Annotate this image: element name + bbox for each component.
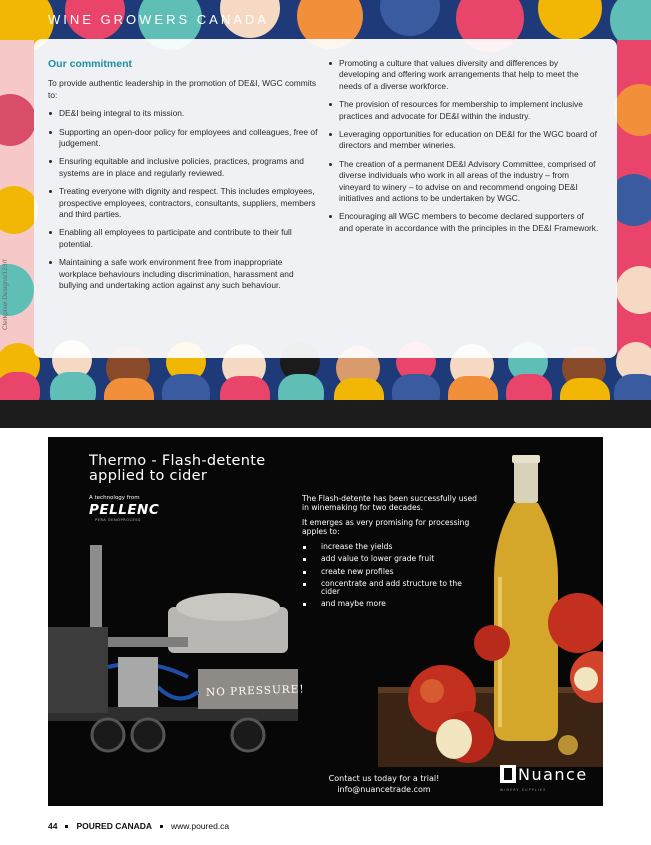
bullet-icon [329,103,332,106]
contact-callout: Contact us today for a trial! [328,774,440,783]
bullet-icon [303,603,306,606]
machine-label: NO PRESSURE! [205,683,305,699]
section-header-title: WINE GROWERS CANADA [48,12,269,27]
commitment-left-list [48,108,320,291]
list-item: The provision of resources for membership to implement inclusive practices and advocate for DE&I within the industry. [328,99,600,122]
list-item: Maintaining a safe work environment free from inappropriate workplace behaviours including discrimination, harassment and bullying and undertaking action against any such behaviour. [48,257,320,291]
pellenc-logo: PELLENC [89,502,160,518]
ad-paragraph: It emerges as very promising for processing apples to: [302,518,470,536]
commitment-intro: To provide authentic leadership in the promotion of DE&I, WGC commits to: [48,78,317,100]
list-item: Encouraging all WGC members to become declared supporters of and operate in accordance with the principles in the DE&I Framework. [328,211,600,234]
pellenc-logo-subtitle: PERA OENOPROCESS [95,518,141,522]
bullet-icon [49,112,52,115]
bullet-icon [303,583,306,586]
bullet-icon [49,131,52,134]
commitment-card [34,39,617,358]
magazine-name: POURED CANADA [76,821,153,831]
bullet-icon [303,571,306,574]
ad-artwork [48,437,603,806]
bullet-icon [329,62,332,65]
list-item: DE&I being integral to its mission. [48,108,320,119]
bullet-icon [329,163,332,166]
list-item: The creation of a permanent DE&I Advisory Committee, comprised of diverse individuals who work in all areas of the industry – from vineyard to winery – to advise on and recommend ongoing DE&I initiatives and actions to be undertaken by WGC. [328,159,600,205]
bullet-icon [49,190,52,193]
list-item: add value to lower grade fruit [302,555,478,564]
nuance-advertisement [48,437,603,806]
bullet-icon [303,558,306,561]
ad-body-text [302,495,478,612]
list-item: Treating everyone with dignity and respect. This includes employees, prospective employees, contractors, consultants, suppliers, members and third parties. [48,186,320,220]
bullet-icon [49,231,52,234]
list-item: increase the yields [302,543,478,552]
contact-email[interactable]: info@nuancetrade.com [337,785,431,794]
bullet-icon [329,133,332,136]
bullet-icon [49,261,52,264]
bullet-icon [49,160,52,163]
hero-illustration [0,0,651,400]
separator-icon [160,825,163,828]
commitment-right-column [328,58,600,241]
commitment-left-column [48,59,320,299]
ad-title: Thermo - Flash-detente applied to cider [89,453,266,484]
bullet-icon [329,215,332,218]
list-item: and maybe more [302,600,478,609]
page-number: 44 [48,821,58,831]
list-item: Leveraging opportunities for education on DE&I for the WGC board of directors and member wineries. [328,129,600,152]
list-item: Promoting a culture that values diversity and differences by developing and offering work arrangements that help to meet the needs of a diverse workforce. [328,58,600,92]
list-item: concentrate and add structure to the cider [302,580,478,597]
ad-tech-from: A technology from [89,495,140,501]
image-credit: Clerkpixel Designs/123rf [2,259,9,330]
nuance-logo: Nuance [518,765,588,784]
page-footer [48,821,229,831]
ad-contact [306,773,462,795]
ad-benefit-list [302,543,478,609]
ad-paragraph: The Flash-detente has been successfully used in winemaking for two decades. [302,494,478,512]
divider-strip [0,400,651,428]
website-link[interactable]: www.poured.ca [171,821,230,831]
list-item: Ensuring equitable and inclusive policies, practices, programs and systems are in place and regularly reviewed. [48,156,320,179]
list-item: Enabling all employees to participate and contribute to their full potential. [48,227,320,250]
commitment-heading: Our commitment [48,58,133,70]
commitment-right-list [328,58,600,234]
nuance-logo-subtitle: WINERY SUPPLIES [500,788,547,792]
bullet-icon [303,546,306,549]
separator-icon [65,825,68,828]
list-item: Supporting an open-door policy for employees and colleagues, free of judgement. [48,127,320,150]
list-item: create new profiles [302,568,478,577]
